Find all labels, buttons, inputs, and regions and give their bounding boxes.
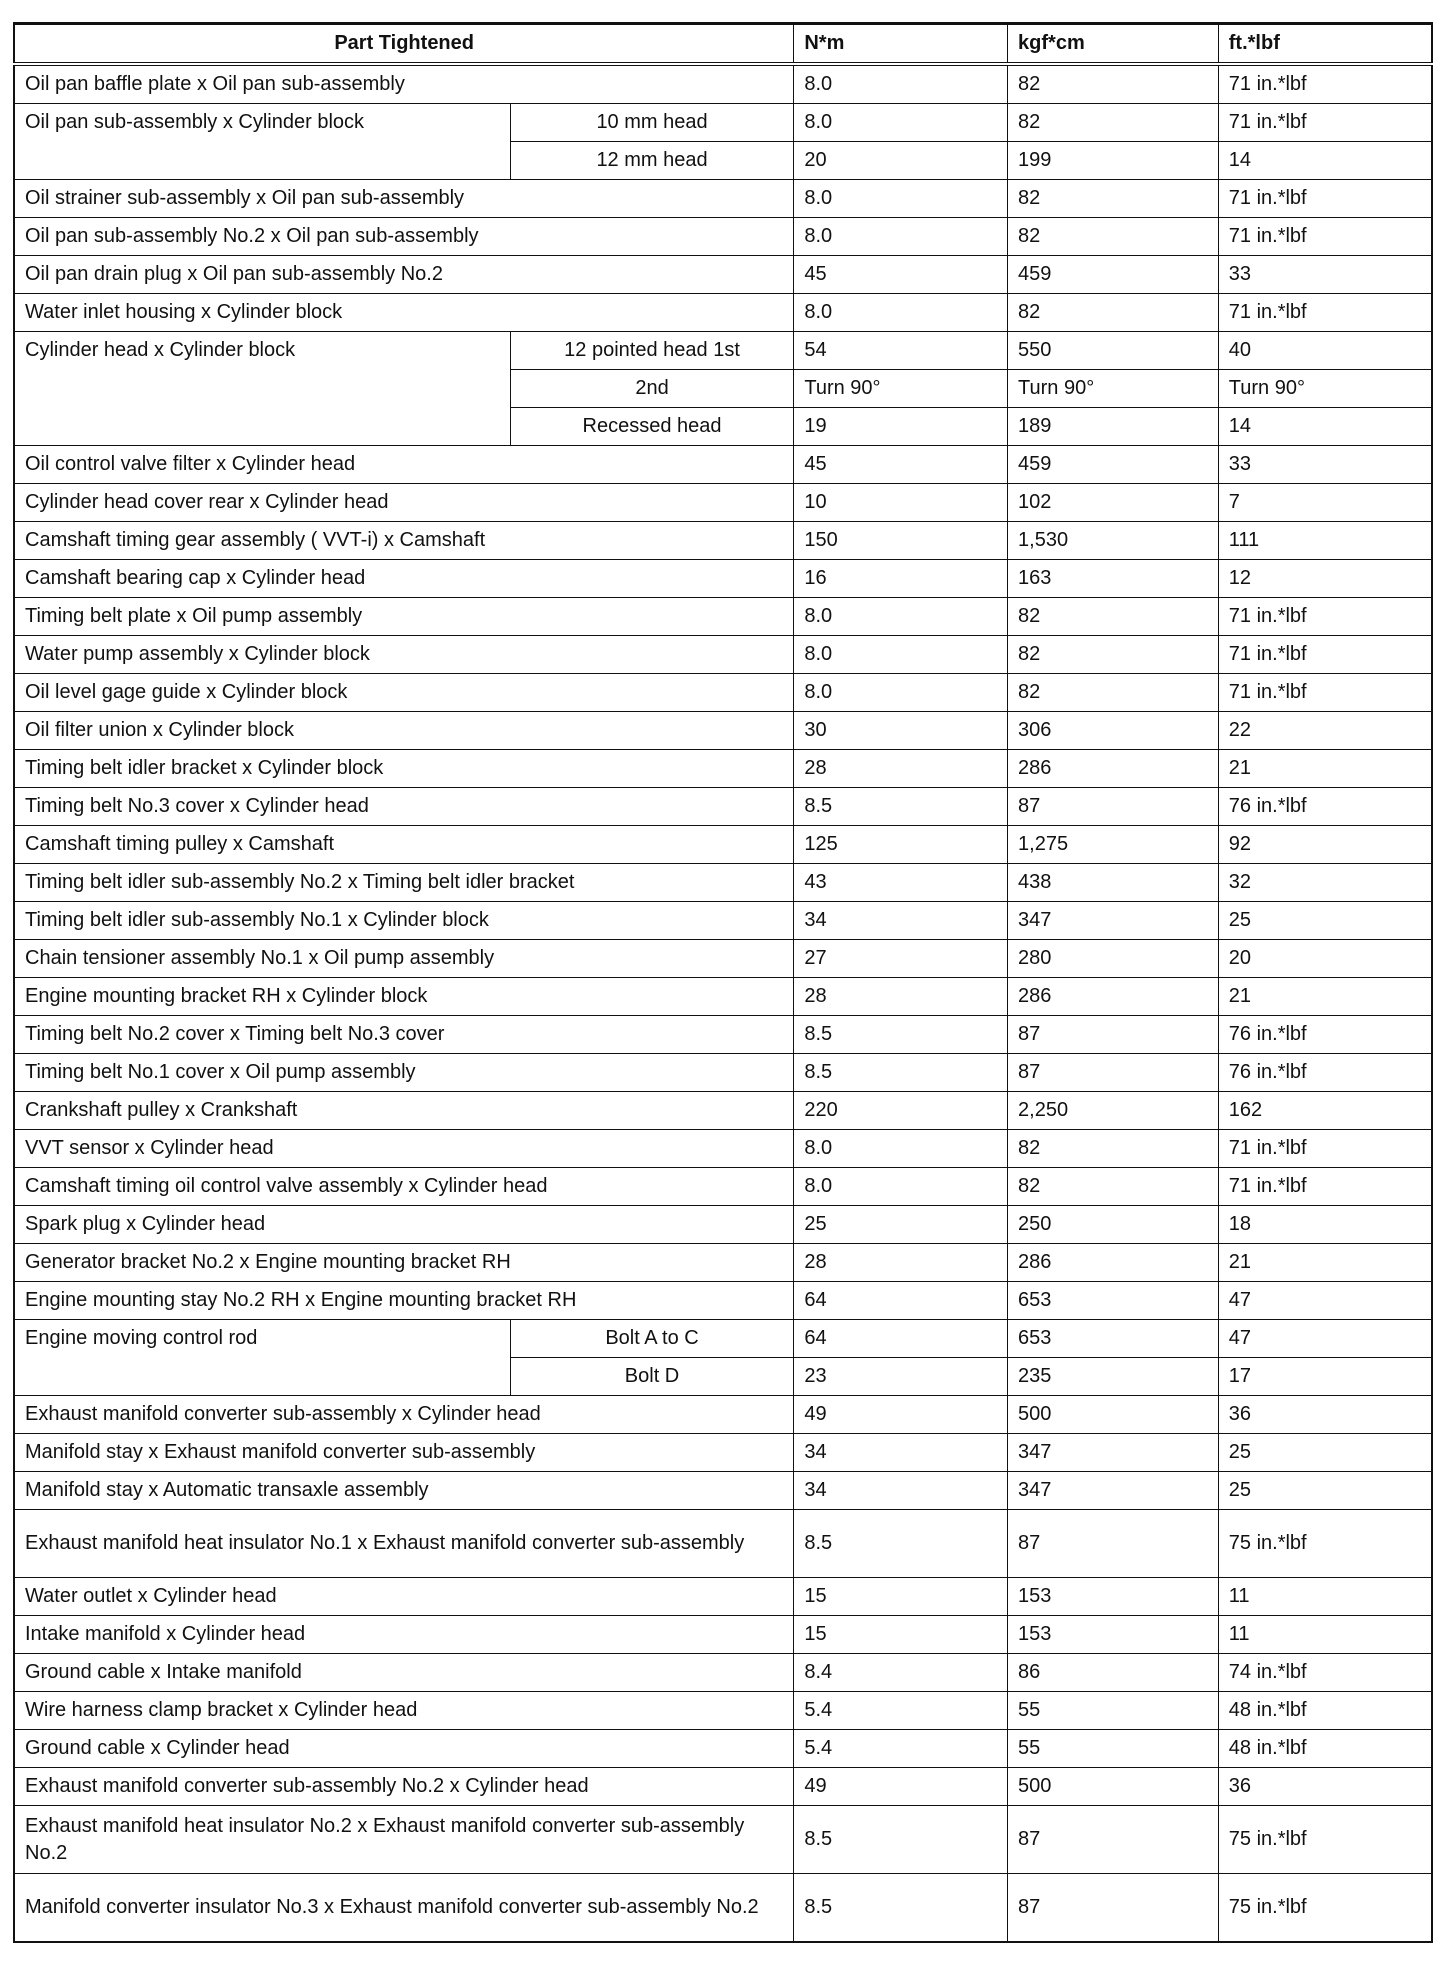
part-cell: Water inlet housing x Cylinder block xyxy=(14,294,794,332)
ft-lbf-cell: 75 in.*lbf xyxy=(1218,1510,1432,1578)
table-row xyxy=(14,332,1432,370)
table-row xyxy=(14,1692,1432,1730)
ft-lbf-cell: 12 xyxy=(1218,560,1432,598)
ft-lbf-cell: 71 in.*lbf xyxy=(1218,1168,1432,1206)
part-cell: Oil control valve filter x Cylinder head xyxy=(14,446,794,484)
nm-cell: 49 xyxy=(794,1396,1008,1434)
table-row xyxy=(14,180,1432,218)
kgf-cm-cell: Turn 90° xyxy=(1008,370,1219,408)
table-row xyxy=(14,940,1432,978)
sub-part-cell: 12 pointed head 1st xyxy=(510,332,794,370)
part-cell: Oil pan sub-assembly x Cylinder block xyxy=(14,104,510,180)
ft-lbf-cell: 71 in.*lbf xyxy=(1218,598,1432,636)
kgf-cm-cell: 102 xyxy=(1008,484,1219,522)
kgf-cm-cell: 347 xyxy=(1008,902,1219,940)
nm-cell: 28 xyxy=(794,750,1008,788)
kgf-cm-cell: 82 xyxy=(1008,218,1219,256)
nm-cell: 45 xyxy=(794,446,1008,484)
part-cell: Engine mounting stay No.2 RH x Engine mounting bracket RH xyxy=(14,1282,794,1320)
kgf-cm-cell: 163 xyxy=(1008,560,1219,598)
ft-lbf-cell: 25 xyxy=(1218,902,1432,940)
table-row xyxy=(14,750,1432,788)
ft-lbf-cell: 71 in.*lbf xyxy=(1218,294,1432,332)
nm-cell: 220 xyxy=(794,1092,1008,1130)
ft-lbf-cell: 14 xyxy=(1218,408,1432,446)
kgf-cm-cell: 87 xyxy=(1008,1054,1219,1092)
table-row xyxy=(14,1282,1432,1320)
kgf-cm-cell: 82 xyxy=(1008,1168,1219,1206)
nm-cell: 8.5 xyxy=(794,1874,1008,1943)
kgf-cm-cell: 250 xyxy=(1008,1206,1219,1244)
part-cell: VVT sensor x Cylinder head xyxy=(14,1130,794,1168)
header-nm: N*m xyxy=(794,24,1008,65)
kgf-cm-cell: 82 xyxy=(1008,180,1219,218)
sub-part-cell: 2nd xyxy=(510,370,794,408)
part-cell: Oil strainer sub-assembly x Oil pan sub-assembly xyxy=(14,180,794,218)
nm-cell: 8.0 xyxy=(794,598,1008,636)
ft-lbf-cell: 47 xyxy=(1218,1282,1432,1320)
nm-cell: 8.0 xyxy=(794,180,1008,218)
nm-cell: 8.0 xyxy=(794,1130,1008,1168)
nm-cell: 8.0 xyxy=(794,64,1008,104)
table-row xyxy=(14,446,1432,484)
table-row xyxy=(14,256,1432,294)
table-row xyxy=(14,1654,1432,1692)
kgf-cm-cell: 82 xyxy=(1008,636,1219,674)
kgf-cm-cell: 653 xyxy=(1008,1282,1219,1320)
header-part-tightened: Part Tightened xyxy=(14,24,794,65)
part-cell: Camshaft bearing cap x Cylinder head xyxy=(14,560,794,598)
ft-lbf-cell: 33 xyxy=(1218,256,1432,294)
table-row xyxy=(14,902,1432,940)
part-cell: Exhaust manifold heat insulator No.1 x Exhaust manifold converter sub-assembly xyxy=(14,1510,794,1578)
ft-lbf-cell: 40 xyxy=(1218,332,1432,370)
header-row xyxy=(14,24,1432,65)
nm-cell: 150 xyxy=(794,522,1008,560)
ft-lbf-cell: 74 in.*lbf xyxy=(1218,1654,1432,1692)
ft-lbf-cell: 111 xyxy=(1218,522,1432,560)
nm-cell: 10 xyxy=(794,484,1008,522)
nm-cell: 8.0 xyxy=(794,636,1008,674)
table-row xyxy=(14,1396,1432,1434)
nm-cell: 8.0 xyxy=(794,294,1008,332)
ft-lbf-cell: 32 xyxy=(1218,864,1432,902)
table-row xyxy=(14,1434,1432,1472)
kgf-cm-cell: 286 xyxy=(1008,978,1219,1016)
kgf-cm-cell: 82 xyxy=(1008,294,1219,332)
nm-cell: 8.5 xyxy=(794,1016,1008,1054)
ft-lbf-cell: 75 in.*lbf xyxy=(1218,1806,1432,1874)
table-row xyxy=(14,636,1432,674)
ft-lbf-cell: 25 xyxy=(1218,1434,1432,1472)
ft-lbf-cell: 22 xyxy=(1218,712,1432,750)
nm-cell: 64 xyxy=(794,1282,1008,1320)
part-cell: Water outlet x Cylinder head xyxy=(14,1578,794,1616)
kgf-cm-cell: 459 xyxy=(1008,256,1219,294)
kgf-cm-cell: 438 xyxy=(1008,864,1219,902)
table-row xyxy=(14,104,1432,142)
table-row xyxy=(14,1168,1432,1206)
kgf-cm-cell: 87 xyxy=(1008,1874,1219,1943)
ft-lbf-cell: 20 xyxy=(1218,940,1432,978)
table-row xyxy=(14,560,1432,598)
ft-lbf-cell: 11 xyxy=(1218,1578,1432,1616)
sub-part-cell: Bolt D xyxy=(510,1358,794,1396)
sub-part-cell: 10 mm head xyxy=(510,104,794,142)
part-cell: Camshaft timing gear assembly ( VVT-i) x Camshaft xyxy=(14,522,794,560)
part-cell: Camshaft timing oil control valve assembly x Cylinder head xyxy=(14,1168,794,1206)
nm-cell: 8.4 xyxy=(794,1654,1008,1692)
kgf-cm-cell: 500 xyxy=(1008,1396,1219,1434)
part-cell: Oil filter union x Cylinder block xyxy=(14,712,794,750)
kgf-cm-cell: 55 xyxy=(1008,1730,1219,1768)
sub-part-cell: 12 mm head xyxy=(510,142,794,180)
nm-cell: 30 xyxy=(794,712,1008,750)
ft-lbf-cell: 71 in.*lbf xyxy=(1218,674,1432,712)
nm-cell: 8.0 xyxy=(794,218,1008,256)
table-row xyxy=(14,1510,1432,1578)
table-row xyxy=(14,1206,1432,1244)
kgf-cm-cell: 286 xyxy=(1008,1244,1219,1282)
table-row xyxy=(14,1320,1432,1358)
table-row xyxy=(14,64,1432,104)
nm-cell: 15 xyxy=(794,1616,1008,1654)
nm-cell: 8.5 xyxy=(794,788,1008,826)
table-row xyxy=(14,712,1432,750)
nm-cell: 8.0 xyxy=(794,104,1008,142)
ft-lbf-cell: 162 xyxy=(1218,1092,1432,1130)
part-cell: Engine moving control rod xyxy=(14,1320,510,1396)
kgf-cm-cell: 500 xyxy=(1008,1768,1219,1806)
nm-cell: 28 xyxy=(794,978,1008,1016)
header-ft-lbf: ft.*lbf xyxy=(1218,24,1432,65)
nm-cell: 27 xyxy=(794,940,1008,978)
part-cell: Camshaft timing pulley x Camshaft xyxy=(14,826,794,864)
nm-cell: 8.5 xyxy=(794,1510,1008,1578)
kgf-cm-cell: 286 xyxy=(1008,750,1219,788)
nm-cell: 5.4 xyxy=(794,1730,1008,1768)
nm-cell: 49 xyxy=(794,1768,1008,1806)
table-row xyxy=(14,674,1432,712)
part-cell: Chain tensioner assembly No.1 x Oil pump assembly xyxy=(14,940,794,978)
part-cell: Oil level gage guide x Cylinder block xyxy=(14,674,794,712)
header-kgf-cm: kgf*cm xyxy=(1008,24,1219,65)
part-cell: Cylinder head x Cylinder block xyxy=(14,332,510,446)
table-row xyxy=(14,826,1432,864)
kgf-cm-cell: 550 xyxy=(1008,332,1219,370)
ft-lbf-cell: 36 xyxy=(1218,1396,1432,1434)
kgf-cm-cell: 2,250 xyxy=(1008,1092,1219,1130)
nm-cell: 5.4 xyxy=(794,1692,1008,1730)
part-cell: Oil pan sub-assembly No.2 x Oil pan sub-assembly xyxy=(14,218,794,256)
kgf-cm-cell: 86 xyxy=(1008,1654,1219,1692)
kgf-cm-cell: 82 xyxy=(1008,104,1219,142)
ft-lbf-cell: 21 xyxy=(1218,978,1432,1016)
part-cell: Manifold stay x Exhaust manifold converter sub-assembly xyxy=(14,1434,794,1472)
kgf-cm-cell: 87 xyxy=(1008,1016,1219,1054)
nm-cell: 125 xyxy=(794,826,1008,864)
table-row xyxy=(14,1016,1432,1054)
table-row xyxy=(14,1874,1432,1943)
nm-cell: Turn 90° xyxy=(794,370,1008,408)
kgf-cm-cell: 87 xyxy=(1008,1510,1219,1578)
kgf-cm-cell: 82 xyxy=(1008,1130,1219,1168)
part-cell: Oil pan drain plug x Oil pan sub-assembly No.2 xyxy=(14,256,794,294)
ft-lbf-cell: 11 xyxy=(1218,1616,1432,1654)
ft-lbf-cell: 48 in.*lbf xyxy=(1218,1692,1432,1730)
nm-cell: 8.0 xyxy=(794,1168,1008,1206)
part-cell: Manifold converter insulator No.3 x Exhaust manifold converter sub-assembly No.2 xyxy=(14,1874,794,1943)
table-row xyxy=(14,1578,1432,1616)
nm-cell: 34 xyxy=(794,902,1008,940)
part-cell: Timing belt No.2 cover x Timing belt No.3 cover xyxy=(14,1016,794,1054)
part-cell: Ground cable x Intake manifold xyxy=(14,1654,794,1692)
ft-lbf-cell: 48 in.*lbf xyxy=(1218,1730,1432,1768)
table-row xyxy=(14,218,1432,256)
table-row xyxy=(14,1244,1432,1282)
kgf-cm-cell: 1,530 xyxy=(1008,522,1219,560)
kgf-cm-cell: 82 xyxy=(1008,64,1219,104)
part-cell: Timing belt No.3 cover x Cylinder head xyxy=(14,788,794,826)
nm-cell: 34 xyxy=(794,1434,1008,1472)
table-row xyxy=(14,1616,1432,1654)
part-cell: Timing belt idler sub-assembly No.2 x Timing belt idler bracket xyxy=(14,864,794,902)
table-row xyxy=(14,484,1432,522)
kgf-cm-cell: 55 xyxy=(1008,1692,1219,1730)
nm-cell: 34 xyxy=(794,1472,1008,1510)
part-cell: Oil pan baffle plate x Oil pan sub-assembly xyxy=(14,64,794,104)
ft-lbf-cell: 71 in.*lbf xyxy=(1218,64,1432,104)
part-cell: Timing belt No.1 cover x Oil pump assembly xyxy=(14,1054,794,1092)
part-cell: Ground cable x Cylinder head xyxy=(14,1730,794,1768)
part-cell: Cylinder head cover rear x Cylinder head xyxy=(14,484,794,522)
table-row xyxy=(14,1472,1432,1510)
table-row xyxy=(14,522,1432,560)
kgf-cm-cell: 459 xyxy=(1008,446,1219,484)
nm-cell: 54 xyxy=(794,332,1008,370)
ft-lbf-cell: 71 in.*lbf xyxy=(1218,218,1432,256)
ft-lbf-cell: 36 xyxy=(1218,1768,1432,1806)
ft-lbf-cell: 92 xyxy=(1218,826,1432,864)
nm-cell: 8.5 xyxy=(794,1806,1008,1874)
table-row xyxy=(14,1806,1432,1874)
part-cell: Manifold stay x Automatic transaxle assembly xyxy=(14,1472,794,1510)
nm-cell: 19 xyxy=(794,408,1008,446)
kgf-cm-cell: 280 xyxy=(1008,940,1219,978)
nm-cell: 8.5 xyxy=(794,1054,1008,1092)
kgf-cm-cell: 199 xyxy=(1008,142,1219,180)
kgf-cm-cell: 82 xyxy=(1008,674,1219,712)
part-cell: Generator bracket No.2 x Engine mounting bracket RH xyxy=(14,1244,794,1282)
kgf-cm-cell: 347 xyxy=(1008,1472,1219,1510)
ft-lbf-cell: 76 in.*lbf xyxy=(1218,1054,1432,1092)
table-row xyxy=(14,598,1432,636)
table-row xyxy=(14,1130,1432,1168)
nm-cell: 20 xyxy=(794,142,1008,180)
kgf-cm-cell: 189 xyxy=(1008,408,1219,446)
table-row xyxy=(14,1092,1432,1130)
kgf-cm-cell: 153 xyxy=(1008,1578,1219,1616)
nm-cell: 43 xyxy=(794,864,1008,902)
ft-lbf-cell: 33 xyxy=(1218,446,1432,484)
table-row xyxy=(14,294,1432,332)
kgf-cm-cell: 347 xyxy=(1008,1434,1219,1472)
table-row xyxy=(14,864,1432,902)
part-cell: Exhaust manifold converter sub-assembly x Cylinder head xyxy=(14,1396,794,1434)
part-cell: Exhaust manifold converter sub-assembly No.2 x Cylinder head xyxy=(14,1768,794,1806)
part-cell: Timing belt plate x Oil pump assembly xyxy=(14,598,794,636)
kgf-cm-cell: 653 xyxy=(1008,1320,1219,1358)
table-row xyxy=(14,788,1432,826)
nm-cell: 45 xyxy=(794,256,1008,294)
kgf-cm-cell: 306 xyxy=(1008,712,1219,750)
part-cell: Timing belt idler bracket x Cylinder block xyxy=(14,750,794,788)
part-cell: Exhaust manifold heat insulator No.2 x Exhaust manifold converter sub-assembly No.2 xyxy=(14,1806,794,1874)
nm-cell: 28 xyxy=(794,1244,1008,1282)
ft-lbf-cell: 14 xyxy=(1218,142,1432,180)
nm-cell: 16 xyxy=(794,560,1008,598)
sub-part-cell: Bolt A to C xyxy=(510,1320,794,1358)
ft-lbf-cell: 75 in.*lbf xyxy=(1218,1874,1432,1943)
part-cell: Crankshaft pulley x Crankshaft xyxy=(14,1092,794,1130)
part-cell: Wire harness clamp bracket x Cylinder head xyxy=(14,1692,794,1730)
nm-cell: 25 xyxy=(794,1206,1008,1244)
ft-lbf-cell: 17 xyxy=(1218,1358,1432,1396)
table-row xyxy=(14,1768,1432,1806)
table-row xyxy=(14,1730,1432,1768)
ft-lbf-cell: 25 xyxy=(1218,1472,1432,1510)
ft-lbf-cell: 7 xyxy=(1218,484,1432,522)
nm-cell: 8.0 xyxy=(794,674,1008,712)
kgf-cm-cell: 87 xyxy=(1008,788,1219,826)
ft-lbf-cell: 71 in.*lbf xyxy=(1218,104,1432,142)
kgf-cm-cell: 1,275 xyxy=(1008,826,1219,864)
part-cell: Intake manifold x Cylinder head xyxy=(14,1616,794,1654)
table-row xyxy=(14,1054,1432,1092)
nm-cell: 15 xyxy=(794,1578,1008,1616)
ft-lbf-cell: Turn 90° xyxy=(1218,370,1432,408)
ft-lbf-cell: 18 xyxy=(1218,1206,1432,1244)
kgf-cm-cell: 235 xyxy=(1008,1358,1219,1396)
ft-lbf-cell: 21 xyxy=(1218,1244,1432,1282)
ft-lbf-cell: 71 in.*lbf xyxy=(1218,180,1432,218)
sub-part-cell: Recessed head xyxy=(510,408,794,446)
nm-cell: 23 xyxy=(794,1358,1008,1396)
kgf-cm-cell: 87 xyxy=(1008,1806,1219,1874)
ft-lbf-cell: 71 in.*lbf xyxy=(1218,636,1432,674)
ft-lbf-cell: 47 xyxy=(1218,1320,1432,1358)
part-cell: Engine mounting bracket RH x Cylinder block xyxy=(14,978,794,1016)
kgf-cm-cell: 82 xyxy=(1008,598,1219,636)
ft-lbf-cell: 76 in.*lbf xyxy=(1218,1016,1432,1054)
kgf-cm-cell: 153 xyxy=(1008,1616,1219,1654)
nm-cell: 64 xyxy=(794,1320,1008,1358)
torque-spec-table xyxy=(13,22,1433,1943)
table-row xyxy=(14,978,1432,1016)
ft-lbf-cell: 21 xyxy=(1218,750,1432,788)
ft-lbf-cell: 71 in.*lbf xyxy=(1218,1130,1432,1168)
part-cell: Timing belt idler sub-assembly No.1 x Cylinder block xyxy=(14,902,794,940)
part-cell: Spark plug x Cylinder head xyxy=(14,1206,794,1244)
ft-lbf-cell: 76 in.*lbf xyxy=(1218,788,1432,826)
part-cell: Water pump assembly x Cylinder block xyxy=(14,636,794,674)
